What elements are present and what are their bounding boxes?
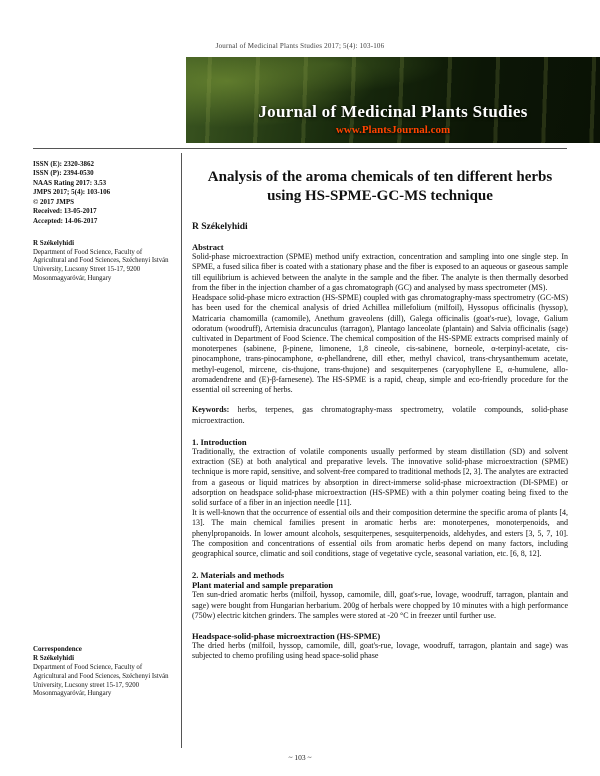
page-number: ~ 103 ~ xyxy=(288,753,312,762)
methods-paragraph-2: The dried herbs (milfoil, hyssop, camomile, dill, goat's-rue, lovage, woodruff, tarragon, plantain and sage) was subjected to chemo profiling using head space-solid phase xyxy=(192,641,568,661)
naas-rating-line: NAAS Rating 2017: 3.53 xyxy=(33,178,107,187)
abstract-heading: Abstract xyxy=(192,242,224,253)
header-divider-line xyxy=(33,148,567,149)
correspondence-affiliation: Department of Food Science, Faculty of Agricultural and Food Sciences, Széchenyi István University, Lucsony street 15-17, 9200 Mosonmagyaróvár, Hungary xyxy=(33,663,169,698)
correspondence-author-name: R Székelyhidi xyxy=(33,654,75,663)
journal-meta-block xyxy=(33,160,175,226)
methods-heading: 2. Materials and methods xyxy=(192,570,285,581)
keywords-label: Keywords: xyxy=(192,405,230,415)
sidebar-author-affiliation: Department of Food Science, Faculty of Agricultural and Food Sciences, Széchenyi István University, Lucsony Street 15-17, 9200 Mosonmagyaróvár, Hungary xyxy=(33,248,169,282)
sidebar-author-name: R Székelyhidi xyxy=(33,239,75,248)
running-head: Journal of Medicinal Plants Studies 2017; 5(4): 103-106 xyxy=(215,42,385,50)
article-body xyxy=(192,162,568,662)
sidebar-author-block xyxy=(33,239,175,284)
methods-subheading-plant-material: Plant material and sample preparation xyxy=(192,580,334,591)
article-title: Analysis of the aroma chemicals of ten different herbs using HS-SPME-GC-MS technique xyxy=(207,169,553,205)
introduction-heading: 1. Introduction xyxy=(192,436,247,447)
journal-banner-forest-photo xyxy=(186,57,600,143)
article-author: R Székelyhidi xyxy=(192,222,248,233)
correspondence-label: Correspondence xyxy=(33,645,82,653)
methods-subheading-hs-spme: Headspace-solid-phase microextraction (HS-SPME) xyxy=(192,631,381,642)
abstract-paragraph-1: Solid-phase microextraction (SPME) method unify extraction, concentration and sampling into one single step. In SPME, a fused silica fiber is coated with a stationary phase and the fiber is exposed to an aqueous or gaseous sample till equilibrium is achieved between the analyte in the sample and the fiber. The analyte is then thermally desorbed from the fiber in the injection chamber of a gas chromatograph (GC) and analysed by mass spectrometer (MS). xyxy=(192,252,568,292)
banner-journal-title: Journal of Medicinal Plants Studies xyxy=(258,102,528,121)
correspondence-block xyxy=(33,645,175,699)
introduction-paragraph-2: It is well-known that the occurrence of essential oils and their composition determine the specific aroma of plants [4, 13]. The main chemical families present in aromatic herbs are: monoterpenes, monoterpenoids, and phenylpropanoids. In lower amount alcohols, sesquiterpenes, sesquiterpenoids, aldehydes, and esters [3, 5, 7, 10]. The composition and concentrations of essential oils from aromatic herbs depend on many factors, including geographical source, climatic and soil conditions, stage of vegetative cycle, seasonal variation, etc. [6, 8, 12]. xyxy=(192,508,568,559)
column-divider-line xyxy=(181,153,182,748)
banner-website-url: www.PlantsJournal.com xyxy=(335,124,451,136)
introduction-paragraph-1: Traditionally, the extraction of volatile components usually performed by steam distillation (SD) and solvent extraction (SE) at both analytical and preparative levels. The innovative solid-phase microextraction (SPME) technique is more rapid, sensitive, and solvent-free compared to traditional methods [2, 3]. The analytes are extracted from a gaseous or liquid matrices by absorption in direct-immerse solid-phase microextraction (DI-SPME) or adsorption on headspace solid-phase microextraction (HS-SPME) with a thin polymer coating being fixed to the solid surface of a fiber in an injection needle [11]. xyxy=(192,446,568,508)
keywords-line xyxy=(192,405,568,425)
left-sidebar xyxy=(33,160,175,284)
keywords-text: herbs, terpenes, gas chromatography-mass spectrometry, volatile compounds, solid-phase microextraction. xyxy=(192,405,568,425)
issn-e-line: ISSN (E): 2320-3862 xyxy=(33,160,95,168)
copyright-line: © 2017 JMPS xyxy=(33,197,75,206)
issn-p-line: ISSN (P): 2394-0530 xyxy=(33,169,94,178)
jmps-citation-line: JMPS 2017; 5(4): 103-106 xyxy=(33,188,111,197)
received-date-line: Received: 13-05-2017 xyxy=(33,207,97,216)
methods-paragraph-1: Ten sun-dried aromatic herbs (milfoil, hyssop, camomile, dill, goat's-rue, lovage, woodruff, tarragon, plantain and sage) were bought from Hungarian herbarium. 200g of herbals were chopped by 10 minutes with a high performance (750w) electric kitchen grinders. The samples were stored at -20 °C in freezer until further use. xyxy=(192,590,568,620)
abstract-paragraph-2: Headspace solid-phase micro extraction (HS-SPME) coupled with gas chromatography-mass spectrometry (GC-MS) has been used for the chemical analysis of dried Achillea millefolium (milfoil), Hyssopus officinalis (hyssop), Matricaria chamomilla (camomile), Anethum graveolens (dill), Galega officinalis (goat's-rue), lovage, Galium odoratum (woodruff), Artemisia dracunculus (tarragon), Plantago lanceolate (plantain) and Salvia officinalis (sage) cultivated in Department of Food Science. The chemical composition of the HS-SPME extracts comprised mainly of monoterpenes (sabinene, β-pinene, limonene, 1,8 cineole, cis-sabinene, borneole, α-terpinyl-acetate, cis-pinocamphone, trans-pinocamphone, α-phellandrene, dill ether, methyl chavicol, trans-chrysanthemum acetate, methyl-eugenol, mircene, cis-thujone, trans-thujone) and sesquiterpenes (caryophyllene E, α-humulene, allo-aromadendrene and (E)-β-farnesene). The HS-SPME is a rapid, cheap, simple and eco-friendly procedure for the essential oil screening of herbs. xyxy=(192,293,568,395)
accepted-date-line: Accepted: 14-06-2017 xyxy=(33,216,98,225)
